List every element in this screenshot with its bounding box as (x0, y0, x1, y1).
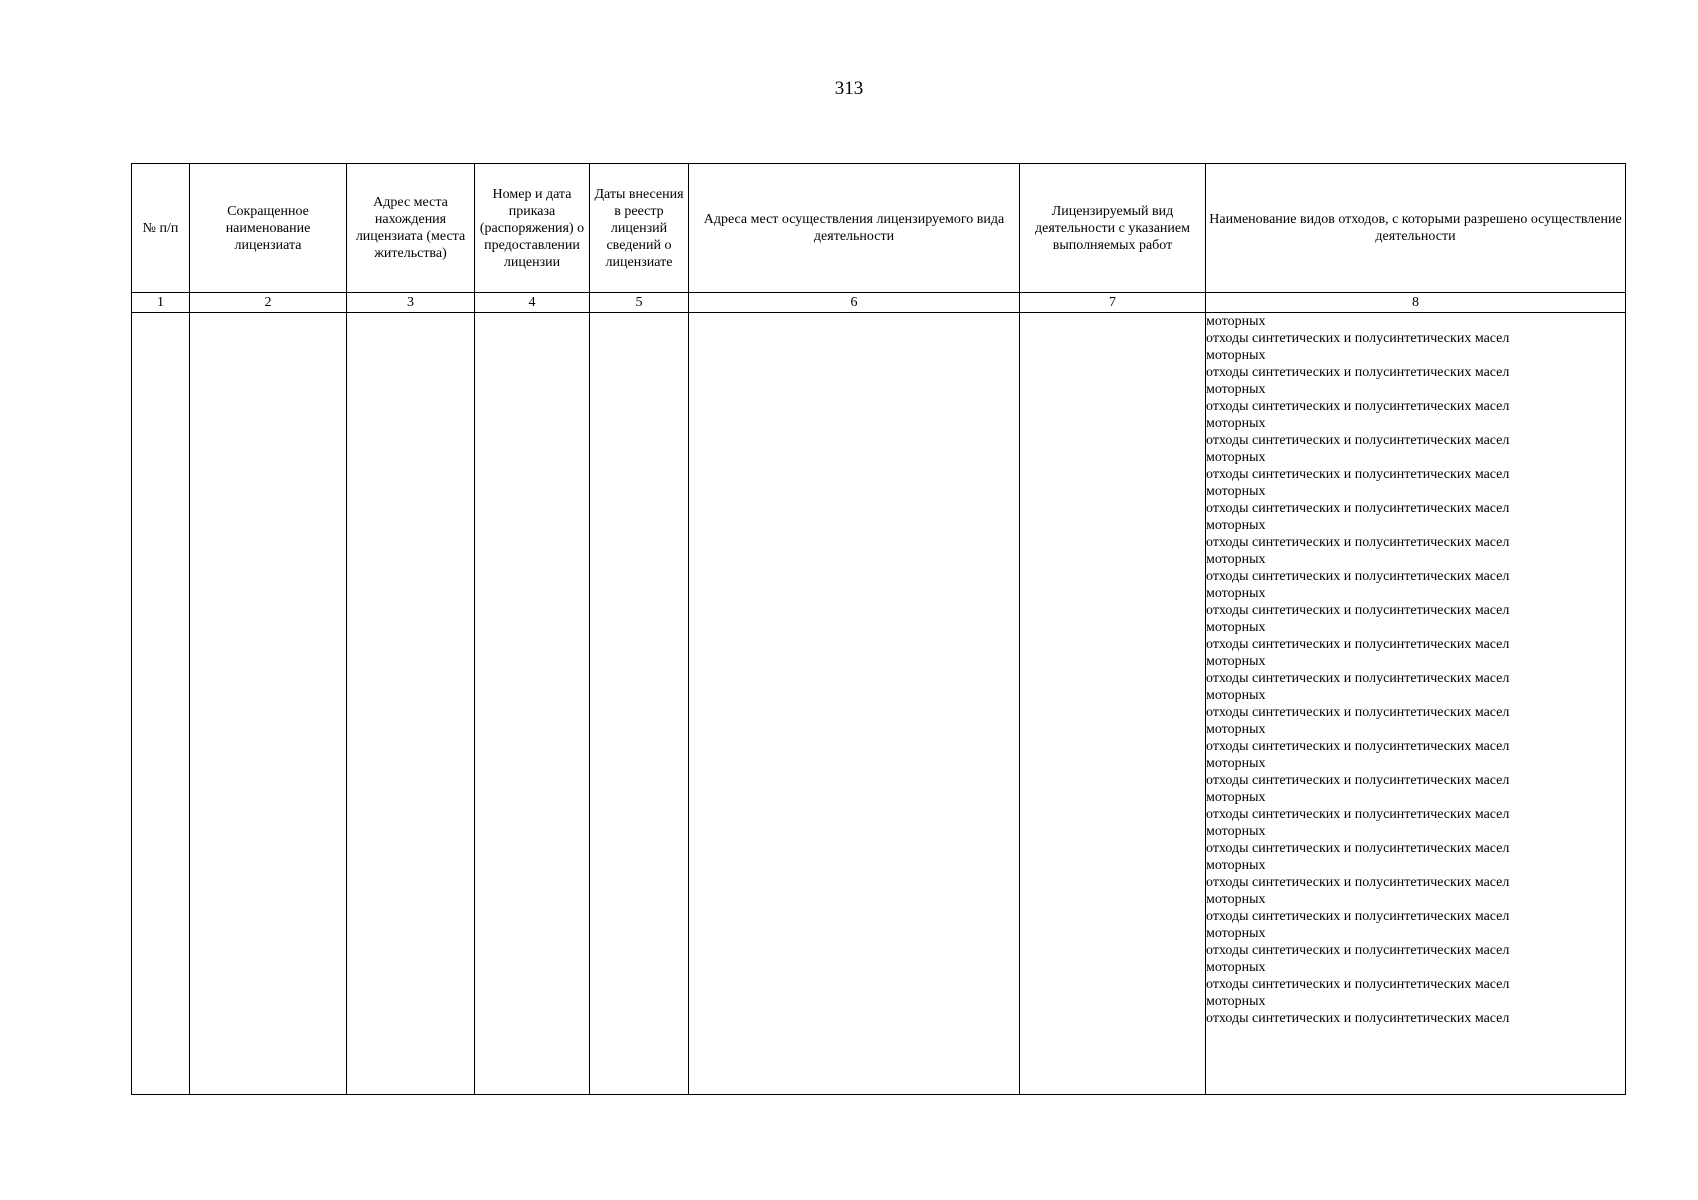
waste-type-line: отходы синтетических и полусинтетических масел (1206, 603, 1510, 618)
cell-licensee-address (347, 313, 475, 1095)
waste-type-line: моторных (1206, 586, 1266, 601)
waste-type-line: моторных (1206, 416, 1266, 431)
cell-order (475, 313, 590, 1095)
header-row (132, 164, 1626, 293)
waste-type-line: моторных (1206, 348, 1266, 363)
header-cell-waste-types (1206, 164, 1626, 293)
cell-registry-dates (590, 313, 689, 1095)
header-cell-licensee-address (347, 164, 475, 293)
waste-type-line: моторных (1206, 450, 1266, 465)
waste-type-line: моторных (1206, 824, 1266, 839)
header-cell-order (475, 164, 590, 293)
waste-type-line: отходы синтетических и полусинтетических масел (1206, 399, 1510, 414)
waste-type-line: моторных (1206, 382, 1266, 397)
waste-type-line: моторных (1206, 892, 1266, 907)
waste-type-line: отходы синтетических и полусинтетических масел (1206, 569, 1510, 584)
header-order-text: Номер и дата приказа (распоряжения) о предоставлении лицензии (479, 186, 585, 270)
waste-type-line: моторных (1206, 484, 1266, 499)
cell-activity-addresses (689, 313, 1020, 1095)
waste-type-line: отходы синтетических и полусинтетических масел (1206, 535, 1510, 550)
waste-type-line: моторных (1206, 858, 1266, 873)
header-cell-registry-dates (590, 164, 689, 293)
header-licensee-name-text: Сокращенное наименование лицензиата (225, 203, 311, 253)
waste-type-line: отходы синтетических и полусинтетических масел (1206, 841, 1510, 856)
waste-type-line: моторных (1206, 620, 1266, 635)
header-registry-dates-text: Даты внесения в реестр лицензий сведений о лицензиате (594, 186, 684, 270)
waste-type-line: отходы синтетических и полусинтетических масел (1206, 637, 1510, 652)
header-licensee-address-text: Адрес места нахождения лицензиата (места жительства) (355, 195, 466, 261)
waste-type-line: отходы синтетических и полусинтетических масел (1206, 943, 1510, 958)
column-number-3: 3 (347, 293, 475, 313)
waste-type-line: отходы синтетических и полусинтетических масел (1206, 671, 1510, 686)
waste-type-line: моторных (1206, 790, 1266, 805)
waste-type-line: моторных (1206, 314, 1266, 329)
waste-type-line: моторных (1206, 960, 1266, 975)
waste-type-line: отходы синтетических и полусинтетических масел (1206, 977, 1510, 992)
waste-type-line: моторных (1206, 756, 1266, 771)
cell-number (132, 313, 190, 1095)
header-number-text: № п/п (142, 220, 179, 236)
license-registry-table (131, 163, 1626, 1095)
column-number-row (132, 293, 1626, 313)
waste-type-line: моторных (1206, 518, 1266, 533)
waste-type-line: отходы синтетических и полусинтетических масел (1206, 739, 1510, 754)
waste-type-line: моторных (1206, 552, 1266, 567)
column-number-2: 2 (190, 293, 347, 313)
page-number: 313 (834, 78, 864, 99)
column-number-1: 1 (132, 293, 190, 313)
header-cell-activity-type (1020, 164, 1206, 293)
header-waste-types-text: Наименование видов отходов, с которыми разрешено осуществление деятельности (1209, 212, 1622, 244)
cell-licensee-name (190, 313, 347, 1095)
waste-type-line: моторных (1206, 722, 1266, 737)
waste-type-line: моторных (1206, 994, 1266, 1009)
column-number-4: 4 (475, 293, 590, 313)
waste-type-line: моторных (1206, 688, 1266, 703)
waste-type-line: отходы синтетических и полусинтетических масел (1206, 467, 1510, 482)
header-cell-number (132, 164, 190, 293)
cell-waste-types (1206, 313, 1626, 1095)
waste-type-line: отходы синтетических и полусинтетических масел (1206, 705, 1510, 720)
cell-activity-type (1020, 313, 1206, 1095)
column-number-5: 5 (590, 293, 689, 313)
waste-types-list (1206, 313, 1625, 1092)
header-activity-type-text: Лицензируемый вид деятельности с указанием выполняемых работ (1035, 203, 1190, 253)
waste-type-line: отходы синтетических и полусинтетических масел (1206, 365, 1510, 380)
waste-type-line: отходы синтетических и полусинтетических масел (1206, 1011, 1510, 1026)
waste-type-line: моторных (1206, 654, 1266, 669)
waste-type-line: моторных (1206, 926, 1266, 941)
column-number-7: 7 (1020, 293, 1206, 313)
waste-type-line: отходы синтетических и полусинтетических масел (1206, 331, 1510, 346)
column-number-6: 6 (689, 293, 1020, 313)
header-activity-addresses-text: Адреса мест осуществления лицензируемого вида деятельности (703, 212, 1005, 244)
waste-type-line: отходы синтетических и полусинтетических масел (1206, 433, 1510, 448)
header-cell-activity-addresses (689, 164, 1020, 293)
table-row (132, 313, 1626, 1095)
waste-type-line: отходы синтетических и полусинтетических масел (1206, 875, 1510, 890)
waste-type-line: отходы синтетических и полусинтетических масел (1206, 501, 1510, 516)
waste-type-line: отходы синтетических и полусинтетических масел (1206, 773, 1510, 788)
header-cell-licensee-name (190, 164, 347, 293)
waste-type-line: отходы синтетических и полусинтетических масел (1206, 909, 1510, 924)
column-number-8: 8 (1206, 293, 1626, 313)
waste-type-line: отходы синтетических и полусинтетических масел (1206, 807, 1510, 822)
